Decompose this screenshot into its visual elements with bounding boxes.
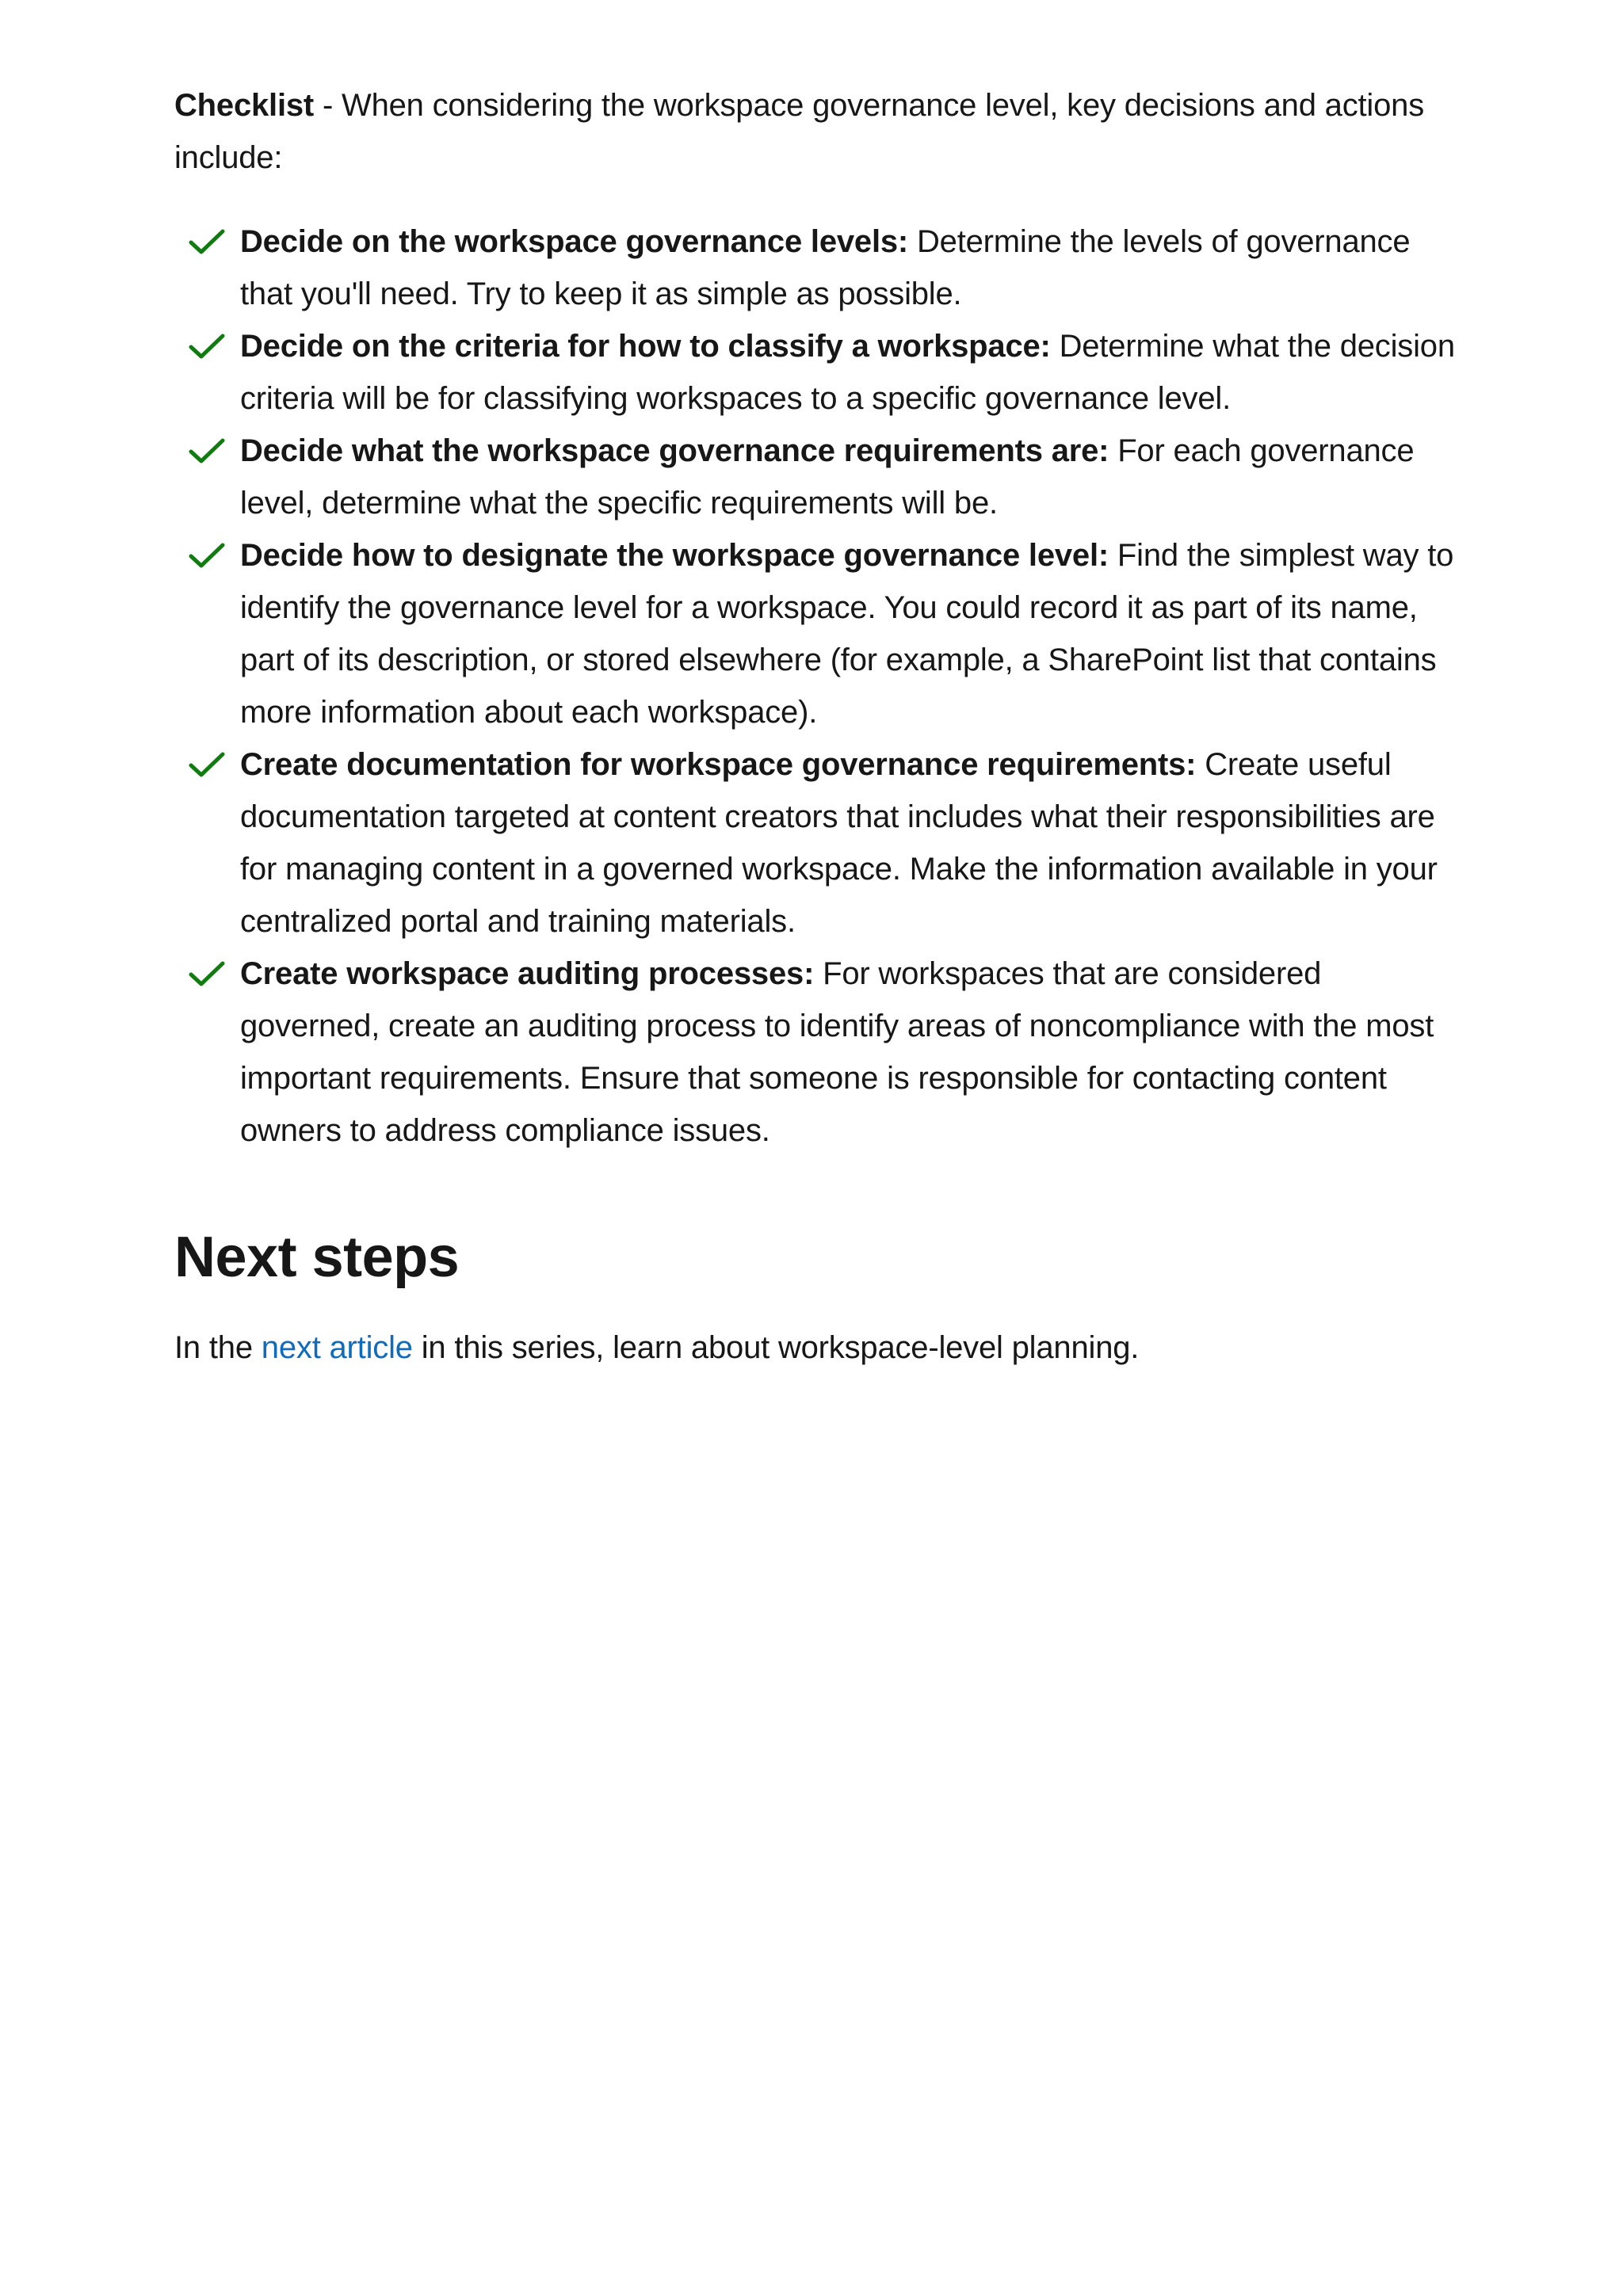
checkmark-icon — [189, 960, 225, 987]
checklist-item — [174, 948, 1458, 1157]
checkmark-icon — [189, 437, 225, 464]
checklist-item-title: Create workspace auditing processes: — [240, 956, 815, 991]
checklist-item-text: Find the simplest way to identify the governance level for a workspace. You could record it as part of its name, part of its description, or stored elsewhere (for example, a SharePoint list that contains more information about each workspace). — [240, 538, 1454, 730]
checklist-item-title: Decide on the workspace governance levels: — [240, 224, 909, 259]
checklist-item — [174, 738, 1458, 948]
next-steps-text-after: in this series, learn about workspace-level planning. — [412, 1330, 1140, 1365]
checklist-intro-text: - When considering the workspace governance level, key decisions and actions include: — [174, 88, 1424, 175]
next-steps-paragraph — [174, 1322, 1458, 1374]
next-article-link[interactable]: next article — [261, 1330, 413, 1365]
checklist-item — [174, 215, 1458, 320]
checklist-item-title: Decide how to designate the workspace governance level: — [240, 538, 1109, 573]
checklist-item — [174, 529, 1458, 738]
checklist-item-title: Decide what the workspace governance requirements are: — [240, 433, 1109, 468]
checklist-item-title: Create documentation for workspace governance requirements: — [240, 747, 1197, 782]
checklist-item-text: For workspaces that are considered governed, create an auditing process to identify areas of noncompliance with the most important requirements. Ensure that someone is responsible for contacting content owners to address compliance issues. — [240, 956, 1434, 1148]
next-steps-heading: Next steps — [174, 1226, 460, 1289]
checklist-item-text: Create useful documentation targeted at content creators that includes what their responsibilities are for managing content in a governed workspace. Make the information available in your centralized portal and training materials. — [240, 747, 1438, 939]
checkmark-icon — [189, 542, 225, 569]
checklist-item-text: Determine what the decision criteria will be for classifying workspaces to a specific governance level. — [240, 329, 1455, 416]
checklist-intro — [174, 79, 1458, 184]
checklist — [174, 215, 1458, 1157]
next-steps-text-before: In the — [174, 1330, 262, 1365]
checklist-item — [174, 425, 1458, 529]
checklist-lead: Checklist — [174, 88, 315, 123]
checkmark-icon — [189, 228, 225, 255]
checklist-item-text: For each governance level, determine what the specific requirements will be. — [240, 433, 1415, 521]
checkmark-icon — [189, 751, 225, 778]
checklist-item — [174, 320, 1458, 425]
article-content — [174, 79, 1458, 1374]
checklist-item-text: Determine the levels of governance that you'll need. Try to keep it as simple as possible. — [240, 224, 1411, 311]
checkmark-icon — [189, 333, 225, 360]
checklist-item-title: Decide on the criteria for how to classify a workspace: — [240, 329, 1051, 364]
